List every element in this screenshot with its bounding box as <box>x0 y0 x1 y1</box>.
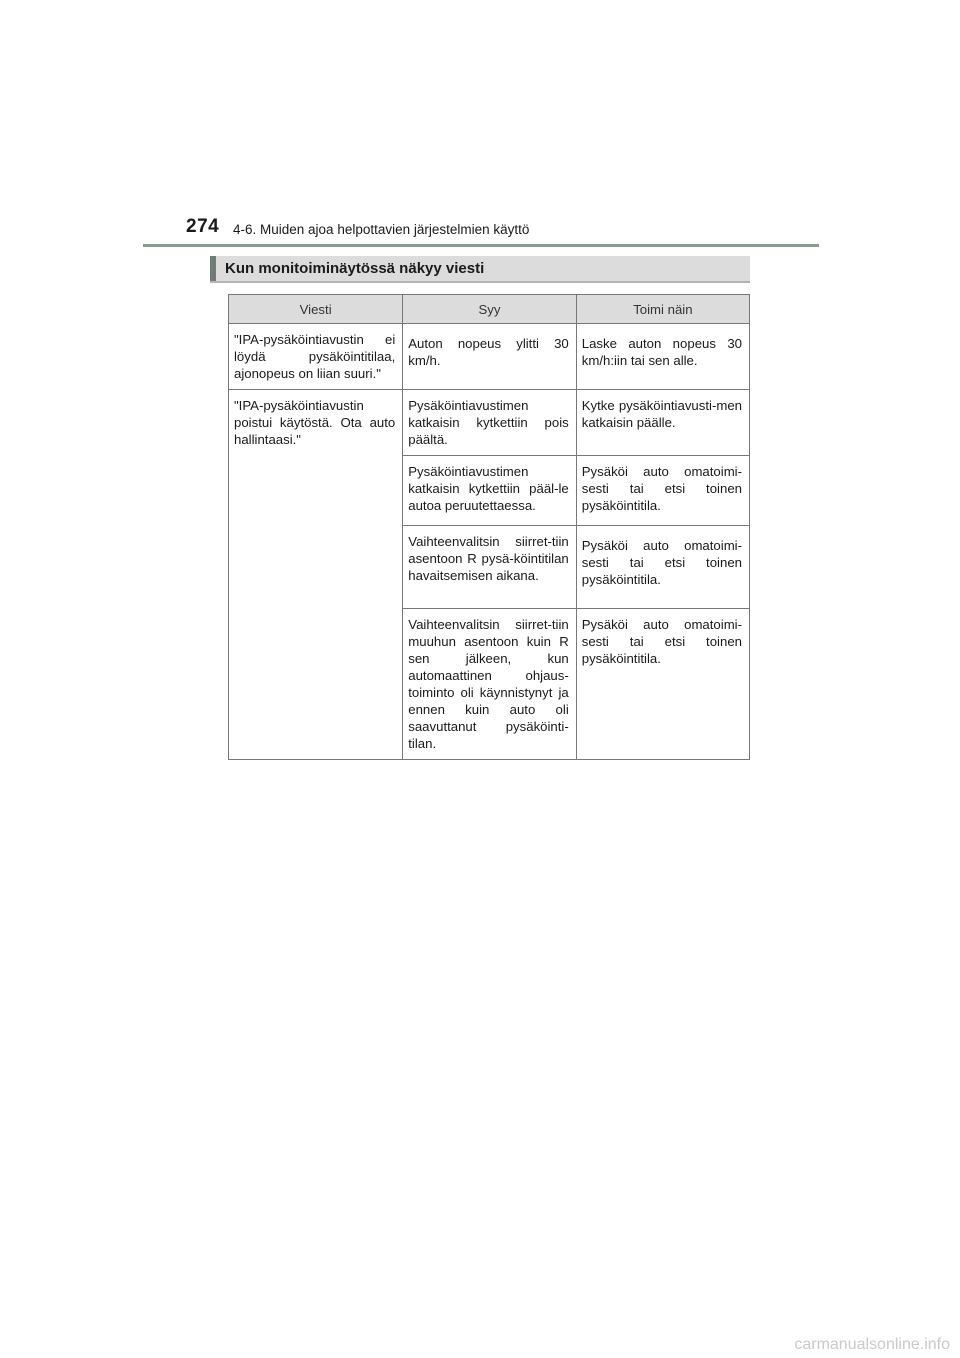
column-header-action: Toimi näin <box>576 295 749 324</box>
cause-cell: Pysäköintiavustimen katkaisin kytkettiin pois päältä. <box>403 390 577 456</box>
section-heading-bar <box>210 256 750 283</box>
cause-cell: Vaihteenvalitsin siirret-tiin asentoon R pysä-köintitilan havaitsemisen aikana. <box>403 526 577 609</box>
watermark-logo: carmanualsonline.info <box>794 1336 950 1353</box>
message-cell: "IPA-pysäköintiavustin poistui käytöstä. Ota auto hallintaasi." <box>229 390 403 760</box>
action-cell: Pysäköi auto omatoimi-sesti tai etsi toinen pysäköintitila. <box>576 526 749 609</box>
action-cell: Pysäköi auto omatoimi-sesti tai etsi toinen pysäköintitila. <box>576 456 749 526</box>
column-header-cause: Syy <box>403 295 577 324</box>
action-cell: Pysäköi auto omatoimi-sesti tai etsi toinen pysäköintitila. <box>576 609 749 760</box>
section-title: Kun monitoiminäytössä näkyy viesti <box>225 260 485 277</box>
message-table <box>228 294 750 760</box>
table-row <box>229 324 750 390</box>
action-cell: Laske auton nopeus 30 km/h:iin tai sen alle. <box>576 324 749 390</box>
cause-cell: Auton nopeus ylitti 30 km/h. <box>403 324 577 390</box>
chapter-title: 4-6. Muiden ajoa helpottavien järjestelmien käyttö <box>233 222 530 237</box>
column-header-message: Viesti <box>229 295 403 324</box>
page-number: 274 <box>186 216 220 237</box>
header-divider <box>143 244 819 247</box>
table-row <box>229 390 750 456</box>
action-cell: Kytke pysäköintiavusti-men katkaisin päälle. <box>576 390 749 456</box>
cause-cell: Vaihteenvalitsin siirret-tiin muuhun asentoon kuin R sen jälkeen, kun automaattinen ohjaus-toiminto oli käynnistynyt ja ennen kuin auto oli saavuttanut pysäköinti-tilan. <box>403 609 577 760</box>
table-header-row <box>229 295 750 324</box>
section-accent-marker <box>210 256 216 281</box>
cause-cell: Pysäköintiavustimen katkaisin kytkettiin pääl-le autoa peruutettaessa. <box>403 456 577 526</box>
message-cell: "IPA-pysäköintiavustin ei löydä pysäköintitilaa, ajonopeus on liian suuri." <box>229 324 403 390</box>
